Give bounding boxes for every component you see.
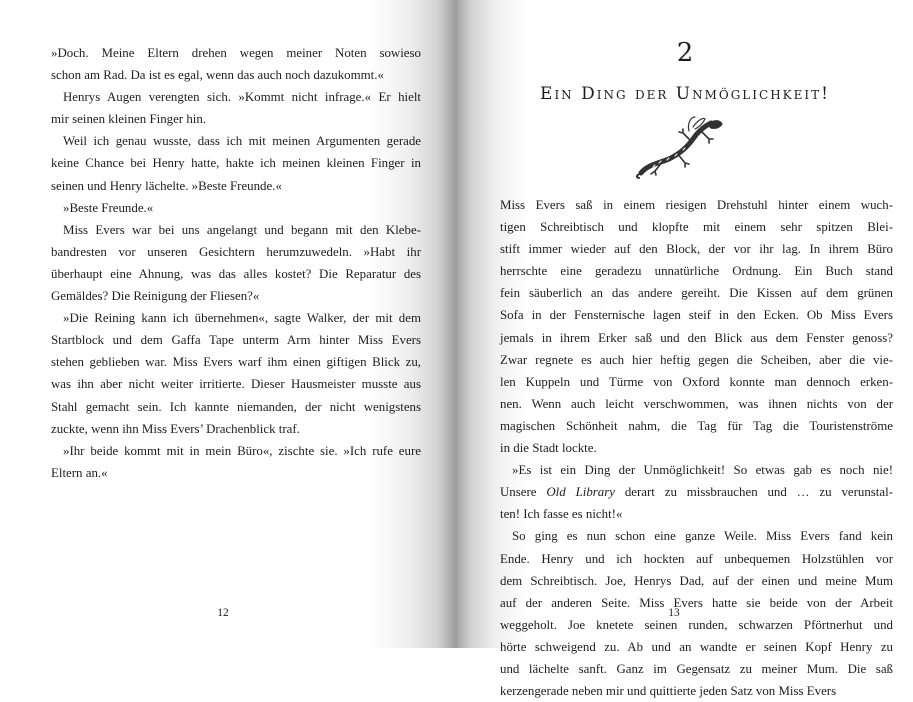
text-line: stehen geblieben war. Miss Evers warf ihm einen giftigen Blick zu,	[51, 355, 421, 370]
right-page	[457, 0, 913, 699]
text-line: überhaupt eine Ahnung, was das alles kostet? Die Reparatur des	[51, 266, 421, 281]
text-line: »Die Reining kann ich übernehmen«, sagte Walker, der mit dem	[63, 311, 421, 326]
text-line: Sofa in der Fensternische lagen steif in den Ecken. Ob Miss Evers	[500, 308, 893, 323]
text-line: fein säuberlich an das andere gereiht. Die Kissen auf dem grünen	[500, 286, 893, 301]
text-line: und lächelte sanft. Ganz im Gegensatz zu meiner Mum. Die saß	[500, 661, 893, 676]
text-line: »Ihr beide kommt mit in mein Büro«, zischte sie. »Ich rufe eure	[63, 443, 421, 458]
text-line: tigen Schreibtisch und klopfte mit einem sehr spitzen Blei-	[500, 220, 893, 235]
text-line: weggeholt. Joe knetete seinen runden, schwarzen Pförtnerhut und	[500, 617, 893, 632]
text-line: jemals in ihrem Erker saß und den Blick aus dem Fenster genoss?	[500, 330, 893, 345]
text-line: keine Chance bei Henry hatte, hakte ich meinen kleinen Finger in	[51, 156, 421, 171]
text-line: Eltern an.«	[51, 465, 108, 480]
paragraph	[500, 459, 893, 525]
text-line: nen. Wenn auch leicht verschwommen, was ihnen nichts von der	[500, 396, 893, 411]
text-line: Weil ich genau wusste, dass ich mit meinen Argumenten gerade	[63, 134, 421, 149]
text-line: kerzengerade neben mir und quittierte jeden Satz von Miss Evers	[500, 684, 837, 699]
text-line: auf der anderen Seite. Miss Evers hatte sie beide von der Arbeit	[500, 595, 893, 610]
text-line: seinen und Henry lächelte. »Beste Freunde.«	[51, 178, 282, 193]
left-page-number: 12	[217, 607, 229, 619]
text-line: ten! Ich fasse es nicht!«	[500, 507, 623, 522]
text-line: herrschte eine geradezu unnatürliche Ordnung. Ein Buch stand	[500, 264, 893, 279]
text-line: stift immer wieder auf den Block, der vor ihr lag. In ihrem Büro	[500, 242, 893, 257]
paragraph	[51, 130, 421, 196]
left-page-body	[51, 42, 421, 484]
paragraph	[51, 307, 421, 440]
text-line: len Kuppeln und Türme von Oxford konnte man dennoch erken-	[500, 374, 893, 389]
right-page-body	[500, 194, 893, 702]
text-line: Henrys Augen verengten sich. »Kommt nicht infrage.« Er hielt	[63, 90, 421, 105]
text-line: So ging es nun schon eine ganze Weile. Miss Evers fand kein	[512, 529, 893, 544]
text-line: zuckte, wenn ihn Miss Evers’ Drachenblick traf.	[51, 421, 300, 436]
chapter-number: 2	[676, 38, 694, 68]
salamander-illustration	[633, 113, 733, 183]
paragraph	[51, 219, 421, 307]
text-line: Miss Evers saß in einem riesigen Drehstuhl hinter einem wuch-	[500, 198, 893, 212]
text-line: Stahl gemacht sein. Ich kannte niemanden, der nicht wenigstens	[51, 399, 421, 414]
text-line: was ihn aber nicht weiter irritierte. Dieser Hausmeister musste aus	[51, 377, 421, 392]
text-line: bandresten vor unseren Gesichtern herumzuwedeln. »Habt ihr	[51, 244, 421, 259]
text-line: »Es ist ein Ding der Unmöglichkeit! So etwas gab es noch nie!	[512, 463, 893, 478]
paragraph	[500, 194, 893, 459]
text-line: schon am Rad. Da ist es egal, wenn das auch noch dazukommt.«	[51, 68, 384, 83]
left-page	[0, 0, 457, 648]
paragraph	[51, 197, 421, 219]
paragraph	[51, 440, 421, 484]
text-line: Zwar regnete es auch hier heftig gegen die Scheiben, aber die vie-	[500, 352, 893, 367]
chapter-title: Ein Ding der Unmöglichkeit!	[540, 84, 830, 104]
paragraph	[51, 42, 421, 86]
right-page-number: 13	[668, 607, 680, 619]
text-line: »Doch. Meine Eltern drehen wegen meiner Noten sowieso	[51, 46, 421, 60]
text-line: dem Schreibtisch. Joe, Henrys Dad, auf der einen und meine Mum	[500, 573, 893, 588]
paragraph	[51, 86, 421, 130]
text-line: Gemäldes? Die Reinigung der Fliesen?«	[51, 289, 260, 304]
text-line: Miss Evers war bei uns angelangt und begann mit den Klebe-	[63, 222, 421, 237]
text-line: hörte schweigend zu. Ab und an wandte er seinen Kopf Henry zu	[500, 639, 893, 654]
text-line: magischen Schönheit nahm, die Tag für Tag die Touristenströme	[500, 418, 893, 433]
text-line: mir seinen kleinen Finger hin.	[51, 112, 207, 127]
text-line: Startblock und dem Gaffa Tape unterm Arm hinter Miss Evers	[51, 333, 421, 348]
text-line: in die Stadt lockte.	[500, 441, 597, 456]
text-line: »Beste Freunde.«	[63, 200, 154, 215]
text-line: Ende. Henry und ich hockten auf unbequemen Holzstühlen vor	[500, 551, 893, 566]
text-line: Unsere Old Library derart zu missbrauchen und … zu verunstal-	[500, 485, 893, 500]
